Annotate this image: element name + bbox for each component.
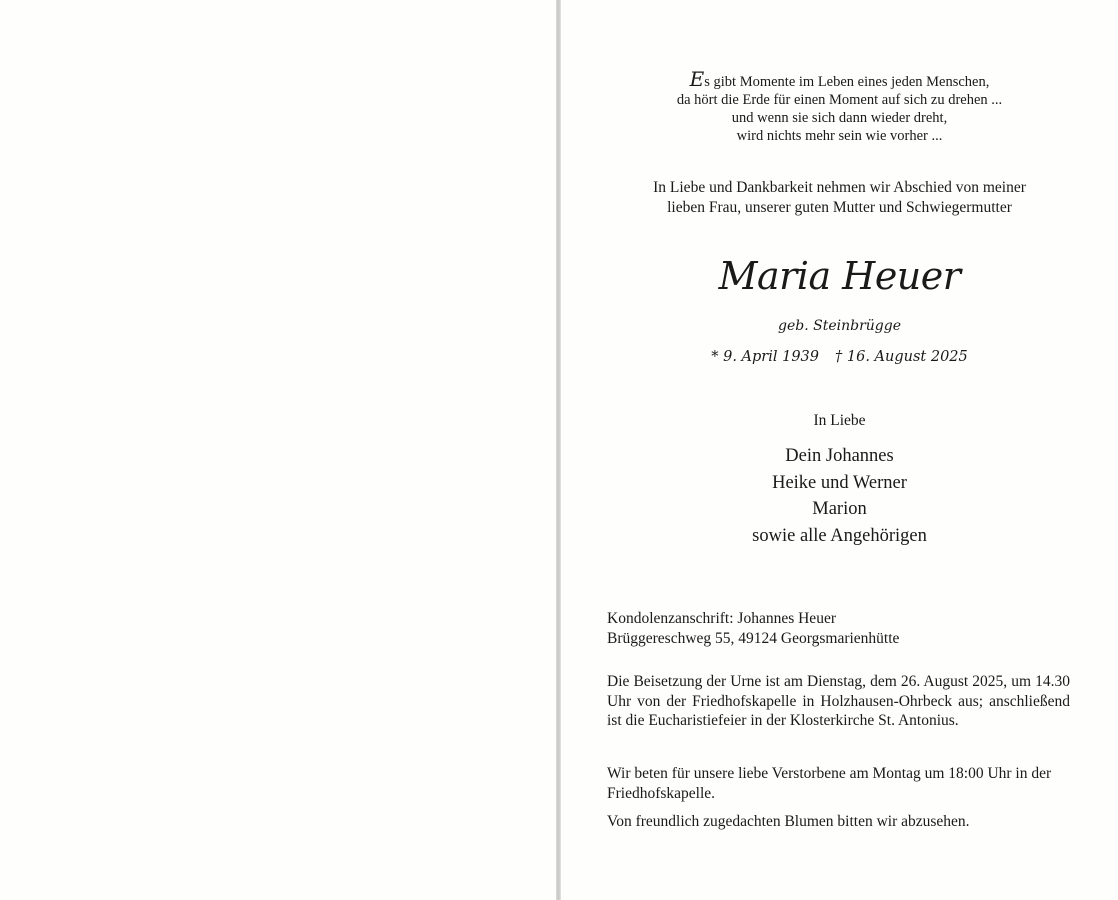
mourner-name: Heike und Werner <box>772 472 907 493</box>
mourners-heading: In Liebe <box>813 412 866 429</box>
mourner-name: Dein Johannes <box>785 446 894 466</box>
left-page-blank <box>0 0 556 900</box>
right-page <box>561 0 1118 900</box>
farewell-intro <box>561 178 1118 218</box>
condolence-address <box>607 609 1070 648</box>
death-date: † 16. August 2025 <box>835 349 968 365</box>
intro-line-2: lieben Frau, unserer guten Mutter und Schwiegermutter <box>667 199 1012 216</box>
life-dates <box>561 346 1118 368</box>
condolence-line-1: Kondolenzanschrift: Johannes Heuer <box>607 610 836 627</box>
poem-initial: E <box>689 67 705 91</box>
flowers-notice: Von freundlich zugedachten Blumen bitten wir abzusehen. <box>607 813 970 830</box>
poem <box>561 67 1118 145</box>
intro-line-1: In Liebe und Dankbarkeit nehmen wir Abschied von meiner <box>653 179 1026 196</box>
maiden-name: geb. Steinbrügge <box>778 318 901 334</box>
mourners-list <box>561 443 1118 549</box>
poem-line-4: wird nichts mehr sein wie vorher ... <box>736 128 943 144</box>
deceased-name: Maria Heuer <box>718 254 961 298</box>
poem-line-3: und wenn sie sich dann wieder dreht, <box>731 110 948 126</box>
mourner-name: Marion <box>812 499 867 519</box>
poem-line-1: Es gibt Momente im Leben eines jeden Menschen, <box>689 67 990 91</box>
burial-notice: Die Beisetzung der Urne ist am Dienstag, dem 26. August 2025, um 14.30 Uhr von der Friedhofskapelle in Holzhausen-Ohrbeck aus; anschließend ist die Eucharistiefeier in der Klosterkirche St. Antonius. <box>607 673 1070 729</box>
birth-date: * 9. April 1939 <box>711 349 820 365</box>
prayer-service-notice: Wir beten für unsere liebe Verstorbene am Montag um 18:00 Uhr in der Friedhofskapelle. <box>607 765 1052 802</box>
mourner-name: sowie alle Angehörigen <box>752 525 927 546</box>
condolence-line-2: Brüggereschweg 55, 49124 Georgsmarienhütte <box>607 629 900 647</box>
poem-line-2: da hört die Erde für einen Moment auf sich zu drehen ... <box>676 92 1003 108</box>
